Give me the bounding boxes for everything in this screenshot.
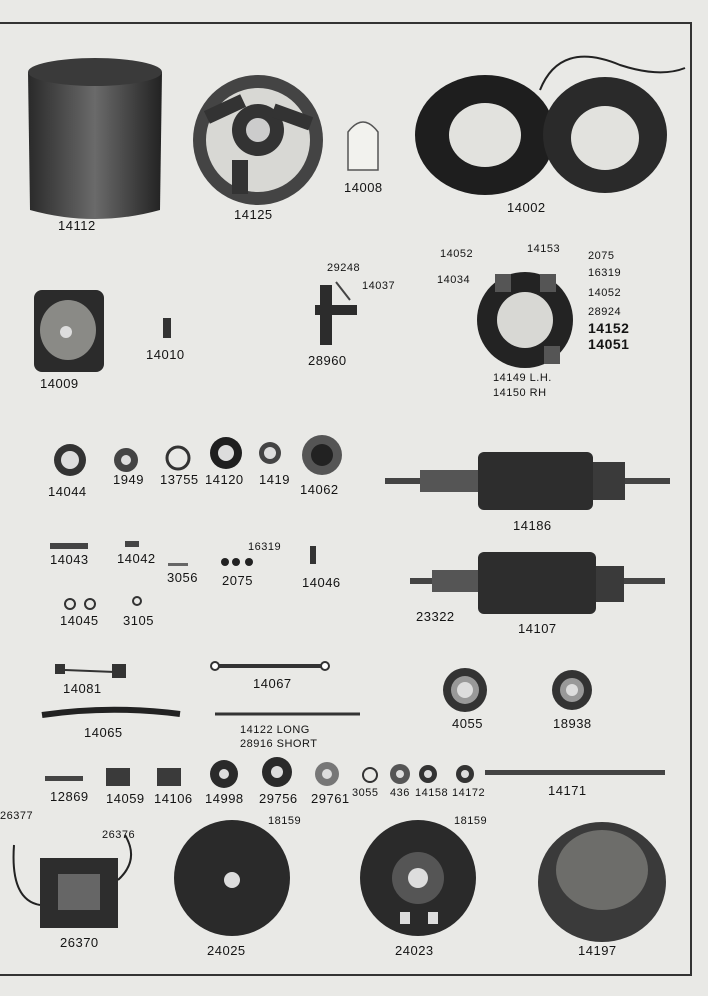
label-18938: 18938 [553, 716, 592, 731]
label-3105: 3105 [123, 613, 154, 628]
label-3056: 3056 [167, 570, 198, 585]
label-14158: 14158 [415, 787, 449, 799]
cover-14009 [34, 290, 104, 372]
label-14120: 14120 [205, 472, 244, 487]
label-14044: 14044 [48, 484, 87, 499]
disc-24023 [360, 820, 476, 936]
label-14112: 14112 [58, 218, 96, 233]
label-14122-long: 14122 LONG [240, 724, 310, 736]
label-2075-a: 2075 [588, 250, 615, 262]
label-14152: 14152 [588, 320, 630, 336]
label-14067: 14067 [253, 676, 292, 691]
label-14052-b: 14052 [588, 287, 622, 299]
label-14043: 14043 [50, 552, 89, 567]
yoke-14112 [28, 58, 162, 219]
label-14065: 14065 [84, 725, 123, 740]
cover-14197 [538, 822, 666, 942]
label-14081: 14081 [63, 681, 102, 696]
insulator-14008 [348, 122, 378, 170]
label-28924: 28924 [588, 306, 622, 318]
armature-14186 [385, 452, 670, 510]
armature-14107 [410, 552, 665, 614]
label-14059: 14059 [106, 791, 145, 806]
label-28960: 28960 [308, 353, 347, 368]
label-14009: 14009 [40, 376, 79, 391]
label-29761: 29761 [311, 791, 350, 806]
label-29756: 29756 [259, 791, 298, 806]
label-14150: 14150 RH [493, 387, 547, 399]
brush-holder-plate [477, 272, 573, 368]
washer-row-1 [54, 435, 342, 476]
label-14106: 14106 [154, 791, 193, 806]
label-23322: 23322 [416, 609, 455, 624]
label-14171: 14171 [548, 783, 587, 798]
label-14052-a: 14052 [440, 248, 474, 260]
label-3055: 3055 [352, 787, 379, 799]
label-26377: 26377 [0, 810, 34, 822]
label-24025: 24025 [207, 943, 246, 958]
label-2075-b: 2075 [222, 573, 253, 588]
label-14002: 14002 [507, 200, 546, 215]
label-14051: 14051 [588, 336, 630, 352]
label-14197: 14197 [578, 943, 617, 958]
label-14008: 14008 [344, 180, 383, 195]
label-14037: 14037 [362, 280, 396, 292]
label-14107: 14107 [518, 621, 557, 636]
label-28916-short: 28916 SHORT [240, 738, 318, 750]
label-26376: 26376 [102, 829, 136, 841]
label-436: 436 [390, 787, 410, 799]
label-14125: 14125 [234, 207, 273, 222]
label-14998: 14998 [205, 791, 244, 806]
terminal-28960 [315, 282, 357, 345]
label-13755: 13755 [160, 472, 199, 487]
regulator-26370 [14, 835, 132, 928]
label-14010: 14010 [146, 347, 185, 362]
label-16319-b: 16319 [248, 541, 282, 553]
label-14172: 14172 [452, 787, 486, 799]
label-14186: 14186 [513, 518, 552, 533]
label-1949: 1949 [113, 472, 144, 487]
label-14153: 14153 [527, 243, 561, 255]
label-14042: 14042 [117, 551, 156, 566]
end-plate-14125 [193, 75, 323, 205]
label-4055: 4055 [452, 716, 483, 731]
label-1419: 1419 [259, 472, 290, 487]
screw-14010 [163, 318, 171, 338]
label-29248: 29248 [327, 262, 361, 274]
label-14062: 14062 [300, 482, 339, 497]
bearings [443, 668, 592, 712]
label-14046: 14046 [302, 575, 341, 590]
label-18159-a: 18159 [268, 815, 302, 827]
label-14045: 14045 [60, 613, 99, 628]
label-14034: 14034 [437, 274, 471, 286]
label-24023: 24023 [395, 943, 434, 958]
label-16319-a: 16319 [588, 267, 622, 279]
label-12869: 12869 [50, 789, 89, 804]
label-14149: 14149 L.H. [493, 372, 552, 384]
label-26370: 26370 [60, 935, 99, 950]
field-coils-14002 [415, 57, 685, 195]
label-18159-b: 18159 [454, 815, 488, 827]
disc-24025 [174, 820, 290, 936]
